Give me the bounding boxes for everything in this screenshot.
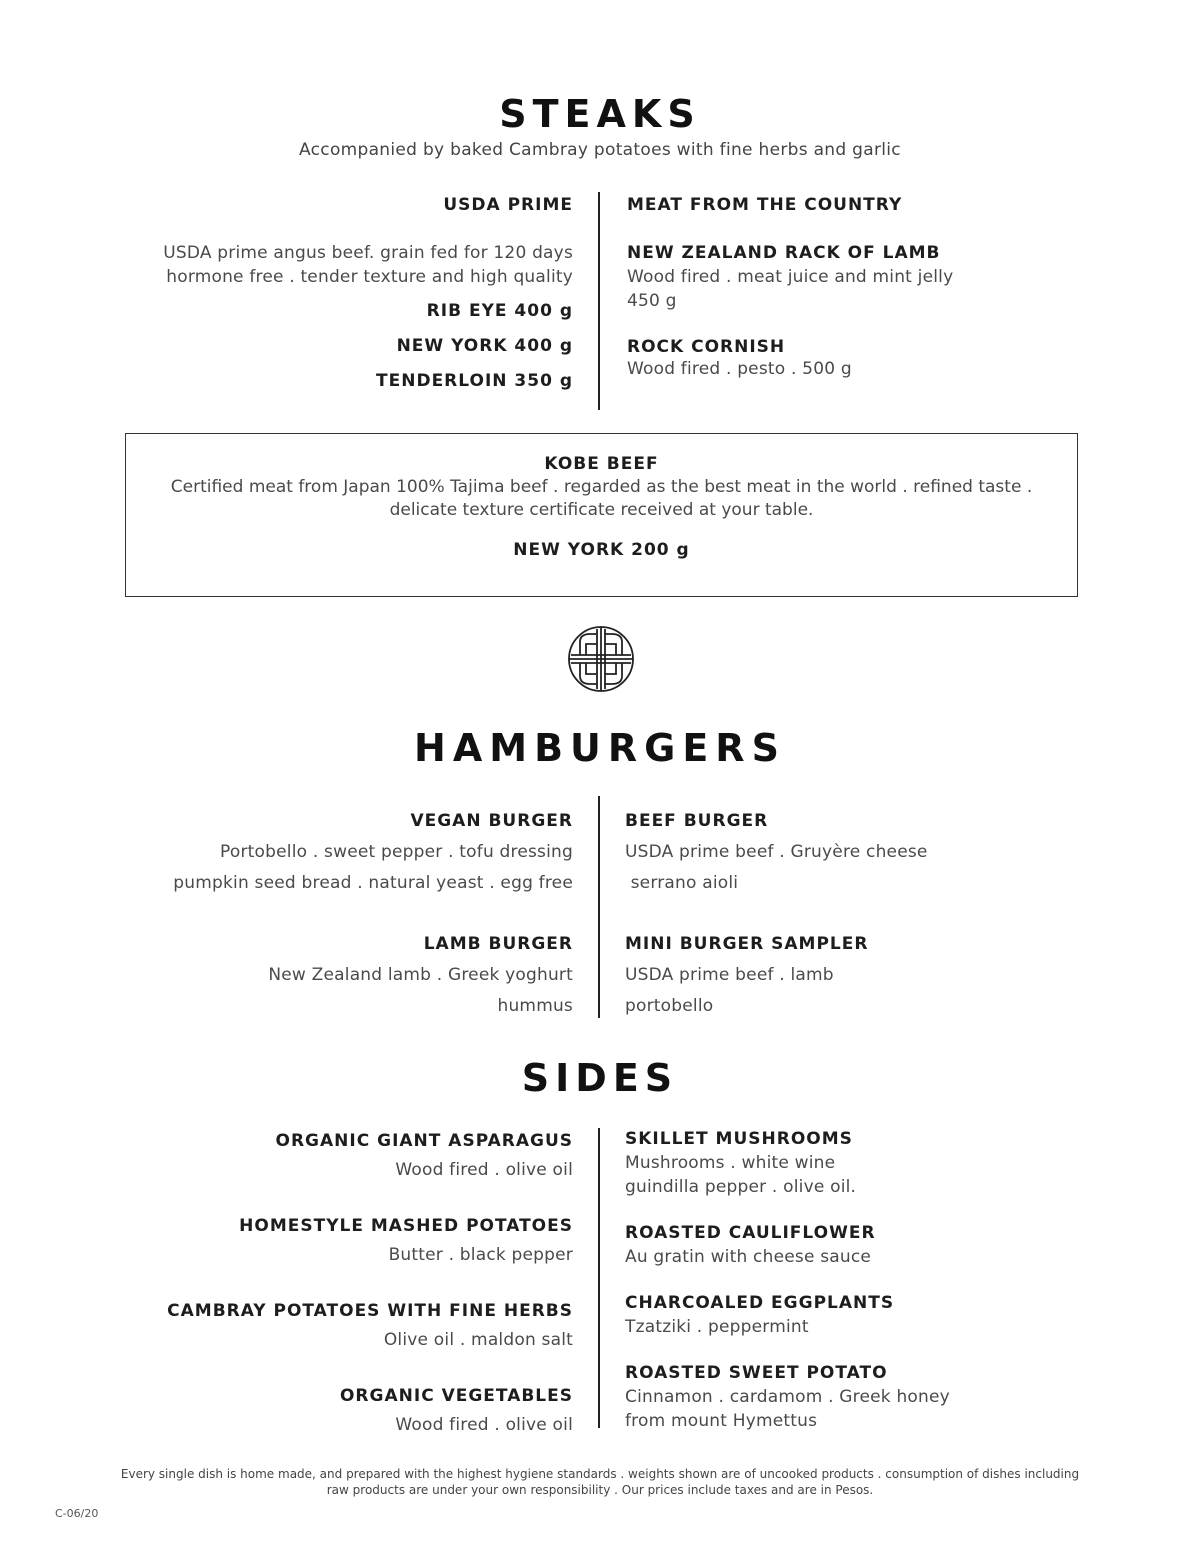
lamb-burger-desc-line1: New Zealand lamb . Greek yoghurt xyxy=(268,965,573,985)
usda-prime-column xyxy=(163,195,573,391)
kobe-desc-line2: delicate texture certificate received at your table. xyxy=(389,500,814,520)
roasted-cauliflower-desc: Au gratin with cheese sauce xyxy=(625,1247,872,1267)
cut-tenderloin: TENDERLOIN 350 g xyxy=(376,371,573,391)
country-meat-column xyxy=(627,195,953,379)
roasted-sweet-potato-desc-line2: from mount Hymettus xyxy=(625,1411,818,1431)
charcoaled-eggplants-desc: Tzatziki . peppermint xyxy=(625,1317,809,1337)
kobe-beef-desc xyxy=(126,476,1077,522)
beef-burger-desc-line2: serrano aioli xyxy=(625,873,739,893)
mashed-potatoes-desc: Butter . black pepper xyxy=(388,1245,573,1265)
steaks-title: STEAKS xyxy=(499,92,701,136)
steaks-subtitle: Accompanied by baked Cambray potatoes with fine herbs and garlic xyxy=(299,140,901,160)
sides-right-column xyxy=(625,1127,950,1433)
mashed-potatoes-name: HOMESTYLE MASHED POTATOES xyxy=(239,1216,573,1236)
roasted-sweet-potato-name: ROASTED SWEET POTATO xyxy=(625,1363,888,1383)
lamb-rack-desc-line2: 450 g xyxy=(627,291,677,311)
sides-left-column xyxy=(167,1127,573,1440)
kobe-beef-cut: NEW YORK 200 g xyxy=(513,540,690,560)
skillet-mushrooms-name: SKILLET MUSHROOMS xyxy=(625,1129,853,1149)
mini-burger-sampler-desc-line2: portobello xyxy=(625,996,714,1016)
beef-burger-name: BEEF BURGER xyxy=(625,811,769,831)
kobe-desc-line1: Certified meat from Japan 100% Tajima beef . regarded as the best meat in the world . refined taste . xyxy=(170,477,1033,497)
asparagus-name: ORGANIC GIANT ASPARAGUS xyxy=(275,1131,573,1151)
kobe-beef-name: KOBE BEEF xyxy=(544,454,659,474)
vegan-burger-name: VEGAN BURGER xyxy=(410,811,573,831)
celtic-knot-emblem-icon xyxy=(566,624,636,694)
organic-vegetables-desc: Wood fired . olive oil xyxy=(395,1415,573,1435)
lamb-burger-desc-line2: hummus xyxy=(497,996,573,1016)
document-code: C-06/20 xyxy=(55,1507,99,1520)
usda-prime-description xyxy=(163,241,573,289)
steaks-divider xyxy=(598,192,600,410)
vegan-burger-desc-line1: Portobello . sweet pepper . tofu dressing xyxy=(220,842,573,862)
skillet-mushrooms-desc-line1: Mushrooms . white wine xyxy=(625,1153,836,1173)
hamburgers-title: HAMBURGERS xyxy=(414,726,786,770)
cambray-potatoes-name: CAMBRAY POTATOES WITH FINE HERBS xyxy=(167,1301,573,1321)
organic-vegetables-name: ORGANIC VEGETABLES xyxy=(339,1386,573,1406)
sides-divider xyxy=(598,1128,600,1428)
mini-burger-sampler-desc-line1: USDA prime beef . lamb xyxy=(625,965,834,985)
rock-cornish-desc: Wood fired . pesto . 500 g xyxy=(627,359,852,379)
hamburgers-right-column xyxy=(625,806,928,1022)
rock-cornish-name: ROCK CORNISH xyxy=(627,337,786,357)
footer-line2: raw products are under your own responsibility . Our prices include taxes and are in Pesos. xyxy=(326,1483,874,1497)
footer-line1: Every single dish is home made, and prepared with the highest hygiene standards . weights shown are of uncooked products . consumption of dishes including xyxy=(120,1467,1080,1481)
usda-prime-heading: USDA PRIME xyxy=(443,195,573,215)
lamb-rack-name: NEW ZEALAND RACK OF LAMB xyxy=(627,243,941,263)
lamb-rack-desc-line1: Wood fired . meat juice and mint jelly xyxy=(627,267,954,287)
lamb-rack-desc xyxy=(627,265,953,313)
asparagus-desc: Wood fired . olive oil xyxy=(395,1160,573,1180)
cambray-potatoes-desc: Olive oil . maldon salt xyxy=(383,1330,573,1350)
cut-rib-eye: RIB EYE 400 g xyxy=(426,301,573,321)
hamburgers-left-column xyxy=(173,806,573,1022)
usda-desc-line1: USDA prime angus beef. grain fed for 120 days xyxy=(163,243,573,263)
country-meat-heading: MEAT FROM THE COUNTRY xyxy=(627,195,903,215)
lamb-burger-name: LAMB BURGER xyxy=(423,934,573,954)
beef-burger-desc-line1: USDA prime beef . Gruyère cheese xyxy=(625,842,928,862)
mini-burger-sampler-name: MINI BURGER SAMPLER xyxy=(625,934,869,954)
roasted-cauliflower-name: ROASTED CAULIFLOWER xyxy=(625,1223,876,1243)
sides-title: SIDES xyxy=(521,1056,679,1100)
kobe-beef-box xyxy=(125,433,1078,597)
skillet-mushrooms-desc-line2: guindilla pepper . olive oil. xyxy=(625,1177,857,1197)
hamburgers-divider xyxy=(598,796,600,1018)
roasted-sweet-potato-desc-line1: Cinnamon . cardamom . Greek honey xyxy=(625,1387,950,1407)
usda-desc-line2: hormone free . tender texture and high quality xyxy=(166,267,573,287)
cut-new-york: NEW YORK 400 g xyxy=(396,336,573,356)
footer-disclaimer xyxy=(0,1466,1200,1498)
charcoaled-eggplants-name: CHARCOALED EGGPLANTS xyxy=(625,1293,895,1313)
vegan-burger-desc-line2: pumpkin seed bread . natural yeast . egg free xyxy=(173,873,573,893)
